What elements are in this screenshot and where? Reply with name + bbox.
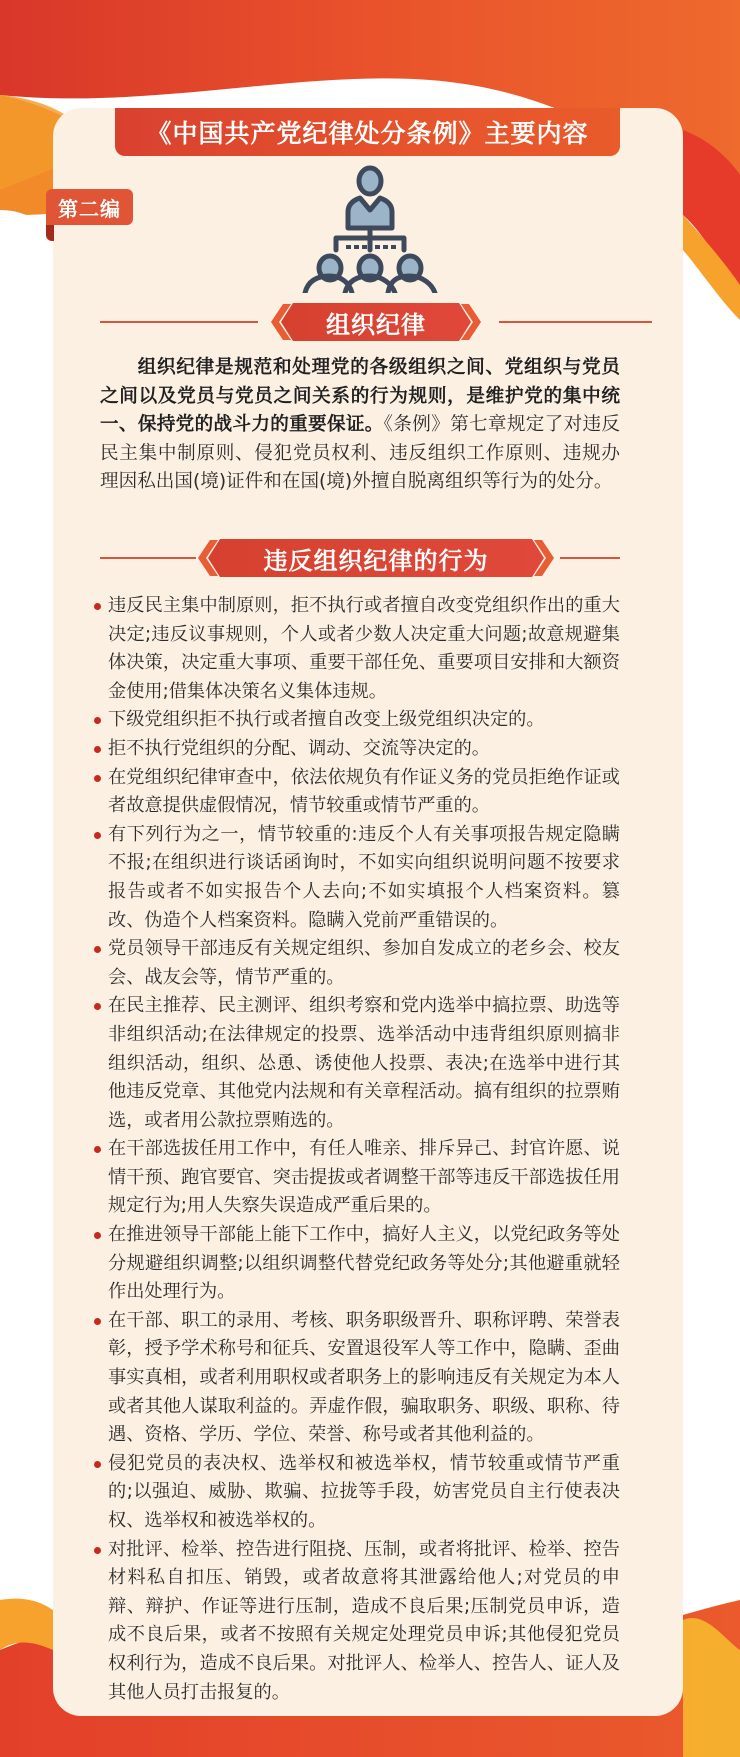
bullet-icon xyxy=(94,1318,101,1325)
divider-right xyxy=(499,321,652,323)
part-tag-fold xyxy=(46,225,54,241)
bullet-icon xyxy=(94,946,101,953)
list-item: 在党组织纪律审查中，依法依规负有作证义务的党员拒绝作证或者故意提供虚假情况，情节较重或情节严重的。 xyxy=(94,764,620,821)
list-item: 在民主推荐、民主测评、组织考察和党内选举中搞拉票、助选等非组织活动;在法律规定的投票、选举活动中违背组织原则搞非组织活动，组织、怂恿、诱使他人投票、表决;在选举中进行其他违反党章、其他党内法规和有关章程活动。搞有组织的拉票贿选，或者用公款拉票贿选的。 xyxy=(94,992,620,1135)
intro-bold-text: 组织纪律是规范和处理党的各级组织之间、党组织与党员之间以及党员与党员之间关系的行为规则，是维护党的集中统一、保持党的战斗力的重要保证。 xyxy=(100,357,620,435)
bullet-icon xyxy=(94,832,101,839)
bullet-icon xyxy=(94,746,101,753)
page-title: 《中国共产党纪律处分条例》主要内容 xyxy=(115,108,620,156)
divider-left xyxy=(100,321,258,323)
section-header-violations xyxy=(100,536,648,580)
divider-left xyxy=(100,557,196,559)
section-header-organizational-discipline xyxy=(100,300,648,344)
bullet-icon xyxy=(94,717,101,724)
list-item: 在推进领导干部能上能下工作中，搞好人主义，以党纪政务等处分规避组织调整;以组织调整代替党纪政务等处分;其他避重就轻作出处理行为。 xyxy=(94,1221,620,1307)
list-item: 在干部、职工的录用、考核、职务职级晋升、职称评聘、荣誉表彰，授予学术称号和征兵、安置退役军人等工作中，隐瞒、歪曲事实真相，或者利用职权或者职务上的影响违反有关规定为本人或者其他人谋取利益的。弄虚作假，骗取职务、职级、职称、待遇、资格、学历、学位、荣誉、称号或者其他利益的。 xyxy=(94,1307,620,1450)
intro-paragraph xyxy=(100,354,620,497)
part-tag: 第二编 xyxy=(46,189,133,225)
list-item: 对批评、检举、控告进行阻挠、压制，或者将批评、检举、控告材料私自扣压、销毁，或者故意将其泄露给他人;对党员的申辩、辩护、作证等进行压制，造成不良后果;压制党员申诉，造成不良后果，或者不按照有关规定处理党员申诉;其他侵犯党员权利行为，造成不良后果。对批评人、检举人、控告人、证人及其他人员打击报复的。 xyxy=(94,1536,620,1708)
bullet-icon xyxy=(94,1461,101,1468)
bullet-icon xyxy=(94,1232,101,1239)
list-item: 侵犯党员的表决权、选举权和被选举权，情节较重或情节严重的;以强迫、威胁、欺骗、拉拢等手段，妨害党员自主行使表决权、选举权和被选举权的。 xyxy=(94,1450,620,1536)
section-banner xyxy=(188,536,564,580)
list-item: 有下列行为之一，情节较重的:违反个人有关事项报告规定隐瞒不报;在组织进行谈话函询时，不如实向组织说明问题不按要求报告或者不如实报告个人去向;不如实填报个人档案资料。篡改、伪造个人档案资料。隐瞒入党前严重错误的。 xyxy=(94,821,620,935)
intro-text: 《条例》第七章规定了对违反民主集中制原则、侵犯党员权利、违反组织工作原则、违规办理因私出国(境)证件和在国(境)外擅自脱离组织等行为的处分。 xyxy=(100,414,620,492)
list-item: 党员领导干部违反有关规定组织、参加自发成立的老乡会、校友会、战友会等，情节严重的。 xyxy=(94,935,620,992)
organization-hierarchy-icon xyxy=(300,148,440,293)
section-title: 违反组织纪律的行为 xyxy=(263,546,489,575)
list-item: 拒不执行党组织的分配、调动、交流等决定的。 xyxy=(94,735,620,764)
list-item: 下级党组织拒不执行或者擅自改变上级党组织决定的。 xyxy=(94,706,620,735)
bullet-icon xyxy=(94,1003,101,1010)
bullet-icon xyxy=(94,1146,101,1153)
list-item: 在干部选拔任用工作中，有任人唯亲、排斥异己、封官许愿、说情干预、跑官要官、突击提拔或者调整干部等违反干部选拔任用规定行为;用人失察失误造成严重后果的。 xyxy=(94,1135,620,1221)
bullet-icon xyxy=(94,603,101,610)
bullet-icon xyxy=(94,775,101,782)
section-banner xyxy=(255,300,497,344)
section-title: 组织纪律 xyxy=(326,310,426,339)
violations-list xyxy=(94,592,620,1707)
divider-right xyxy=(560,557,620,559)
bullet-icon xyxy=(94,1547,101,1554)
list-item: 违反民主集中制原则，拒不执行或者擅自改变党组织作出的重大决定;违反议事规则，个人或者少数人决定重大问题;故意规避集体决策，决定重大事项、重要干部任免、重要项目安排和大额资金使用;借集体决策名义集体违规。 xyxy=(94,592,620,706)
